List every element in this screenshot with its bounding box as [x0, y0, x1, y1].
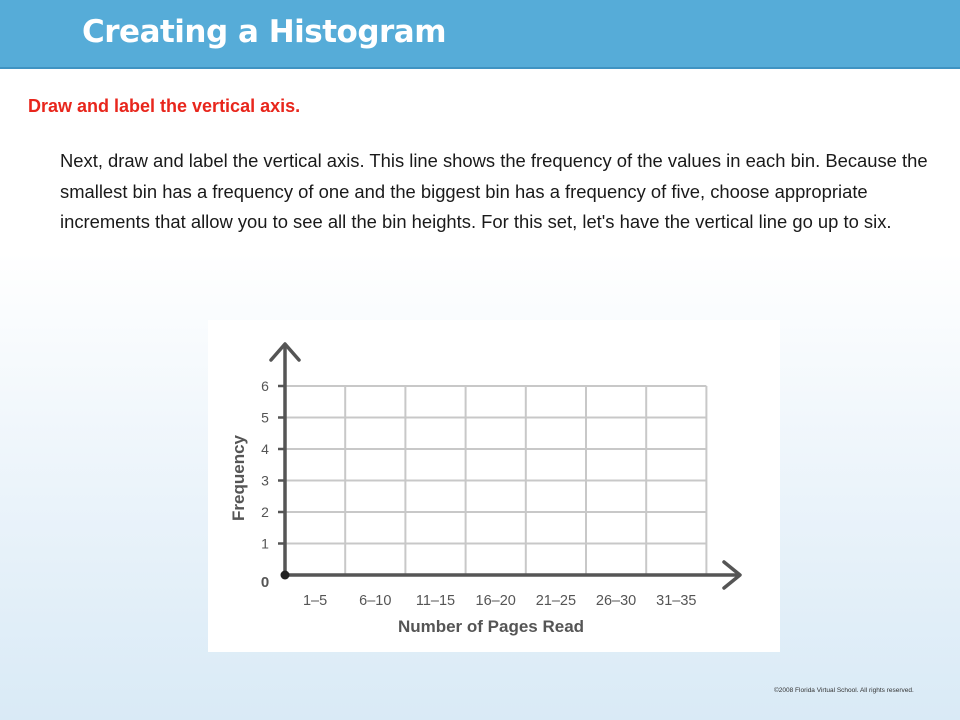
x-bin-label: 11–15	[415, 593, 456, 609]
title-bar	[0, 0, 960, 69]
histogram-axes-figure	[208, 320, 780, 652]
x-bin-label: 26–30	[595, 593, 637, 609]
y-tick-label: 3	[261, 472, 269, 489]
x-bin-label: 1–5	[302, 593, 328, 609]
x-axis-title: Number of Pages Read	[397, 617, 585, 636]
y-tick-label: 5	[261, 409, 269, 426]
subheading: Draw and label the vertical axis.	[28, 96, 301, 116]
body-paragraph: Next, draw and label the vertical axis. This line shows the frequency of the values in each bin. Because the smallest bin has a frequency of one and the biggest bin has a frequency of five, choose appropriate increments that allow you to see all the bin heights. For this set, let's have the vertical line go up to six.	[60, 150, 928, 232]
x-bin-label: 21–25	[535, 593, 577, 609]
slide-title: Creating a Histogram	[82, 14, 447, 50]
histogram-axes-svg	[208, 320, 780, 652]
x-bin-label: 6–10	[359, 593, 392, 609]
y-tick-label: 6	[261, 378, 269, 394]
y-tick-label: 1	[261, 535, 269, 552]
copyright-footer: ©2008 Florida Virtual School. All rights reserved.	[774, 687, 914, 694]
x-bin-label: 31–35	[656, 593, 697, 609]
y-axis-title: Frequency	[229, 435, 248, 521]
y-tick-label: 2	[261, 504, 269, 520]
y-tick-label: 4	[261, 441, 269, 457]
origin-label: 0	[260, 574, 270, 591]
x-bin-label: 16–20	[475, 593, 516, 609]
origin-dot	[281, 571, 290, 580]
